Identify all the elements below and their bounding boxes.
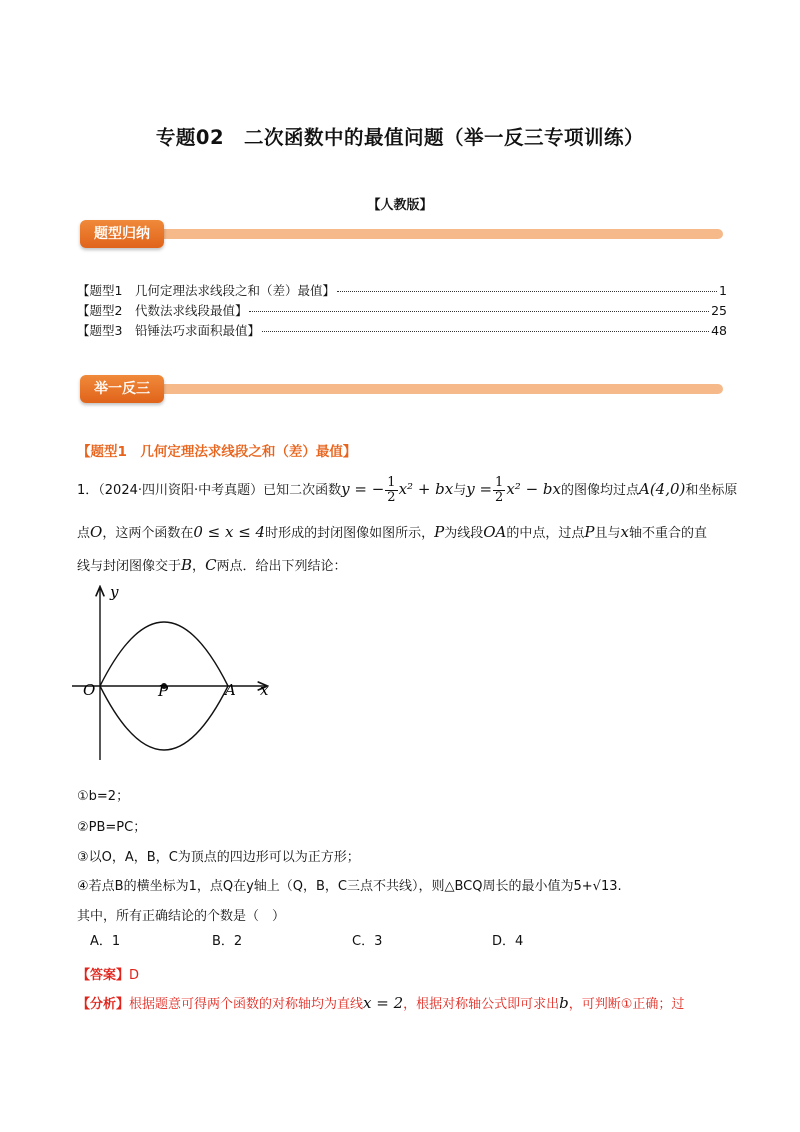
table-of-contents <box>77 281 727 341</box>
statement-4: ④若点B的横坐标为1，点Q在y轴上（Q，B，C三点不共线），则△BCQ周长的最小值为5+√13. <box>77 879 622 894</box>
toc-leader <box>337 291 717 292</box>
answer-label: 【答案】 <box>77 968 130 983</box>
fraction-half: $\frac{1}{2}$ <box>495 475 504 505</box>
question-source: （2024·四川资阳·中考真题）已知二次函数 <box>98 483 342 498</box>
answer-line <box>77 964 139 983</box>
option-b[interactable]: B．2 <box>212 934 243 949</box>
analysis-label: 【分析】 <box>77 997 130 1012</box>
analysis-line <box>77 993 684 1012</box>
question-line-3: 线与封闭图像交于B，C两点．给出下列结论： <box>77 556 347 574</box>
toc-item-page: 48 <box>711 323 727 338</box>
y-axis-label: y <box>110 583 119 601</box>
fraction-half: $\frac{1}{2}$ <box>387 475 396 505</box>
toc-item-page: 1 <box>719 283 727 298</box>
connector-text: 与 <box>453 483 467 498</box>
question-text: 的图像均过点 <box>560 483 639 498</box>
toc-item[interactable] <box>77 301 727 321</box>
point-a: A(4,0) <box>638 480 686 498</box>
option-a[interactable]: A．1 <box>90 934 121 949</box>
axis-equation: x = 2 <box>363 994 404 1012</box>
toc-leader <box>249 311 709 312</box>
edition-label: 【人教版】 <box>367 198 433 213</box>
section-band <box>88 384 723 394</box>
analysis-text: ，根据对称轴公式即可求出 <box>403 997 560 1012</box>
analysis-text: ，可判断①正确；过 <box>568 997 685 1012</box>
param-b: b <box>559 994 569 1012</box>
point-p-label: P <box>158 682 169 700</box>
section-tag-summary: 题型归纳 <box>80 220 164 248</box>
statement-3: ③以O，A，B，C为顶点的四边形可以为正方形； <box>77 850 360 865</box>
section-band <box>88 229 723 239</box>
point-a-label: A <box>225 681 236 699</box>
section-tag-practice: 举一反三 <box>80 375 164 403</box>
x-axis-label: x <box>260 681 269 699</box>
statement-2: ②PB=PC； <box>77 820 147 835</box>
question-prompt: 其中，所有正确结论的个数是（ ） <box>77 909 286 924</box>
answer-value: D <box>129 968 140 983</box>
toc-item-label: 【题型3 铅锤法巧求面积最值】 <box>77 323 260 338</box>
toc-item-label: 【题型2 代数法求线段最值】 <box>77 303 248 318</box>
analysis-text: 根据题意可得两个函数的对称轴均为直线 <box>129 997 364 1012</box>
formula-2-rhs: x² − bx <box>506 480 561 498</box>
toc-item[interactable] <box>77 321 727 341</box>
question-line-2: 点O，这两个函数在0 ≤ x ≤ 4时形成的封闭图像如图所示，P为线段OA的中点，过点P且与x轴不重合的直 <box>77 523 707 541</box>
formula-1-rhs: x² + bx <box>398 480 454 498</box>
option-d[interactable]: D．4 <box>492 934 524 949</box>
document-title: 专题02 二次函数中的最值问题（举一反三专项训练） <box>155 126 645 149</box>
closed-graph-figure <box>70 580 280 770</box>
type1-heading: 【题型1 几何定理法求线段之和（差）最值】 <box>77 444 357 460</box>
toc-item-page: 25 <box>711 303 727 318</box>
toc-item[interactable] <box>77 281 727 301</box>
origin-label: O <box>83 681 96 699</box>
formula-1-lhs: y = − <box>341 480 385 498</box>
option-c[interactable]: C．3 <box>352 934 383 949</box>
toc-leader <box>262 331 709 332</box>
question-text: 和坐标原 <box>685 483 738 498</box>
question-line-1 <box>77 476 737 505</box>
upper-parabola <box>100 622 228 686</box>
statement-1: ①b=2； <box>77 789 130 804</box>
toc-item-label: 【题型1 几何定理法求线段之和（差）最值】 <box>77 283 335 298</box>
question-number: 1． <box>77 483 99 498</box>
formula-2-lhs: y = <box>466 480 493 498</box>
